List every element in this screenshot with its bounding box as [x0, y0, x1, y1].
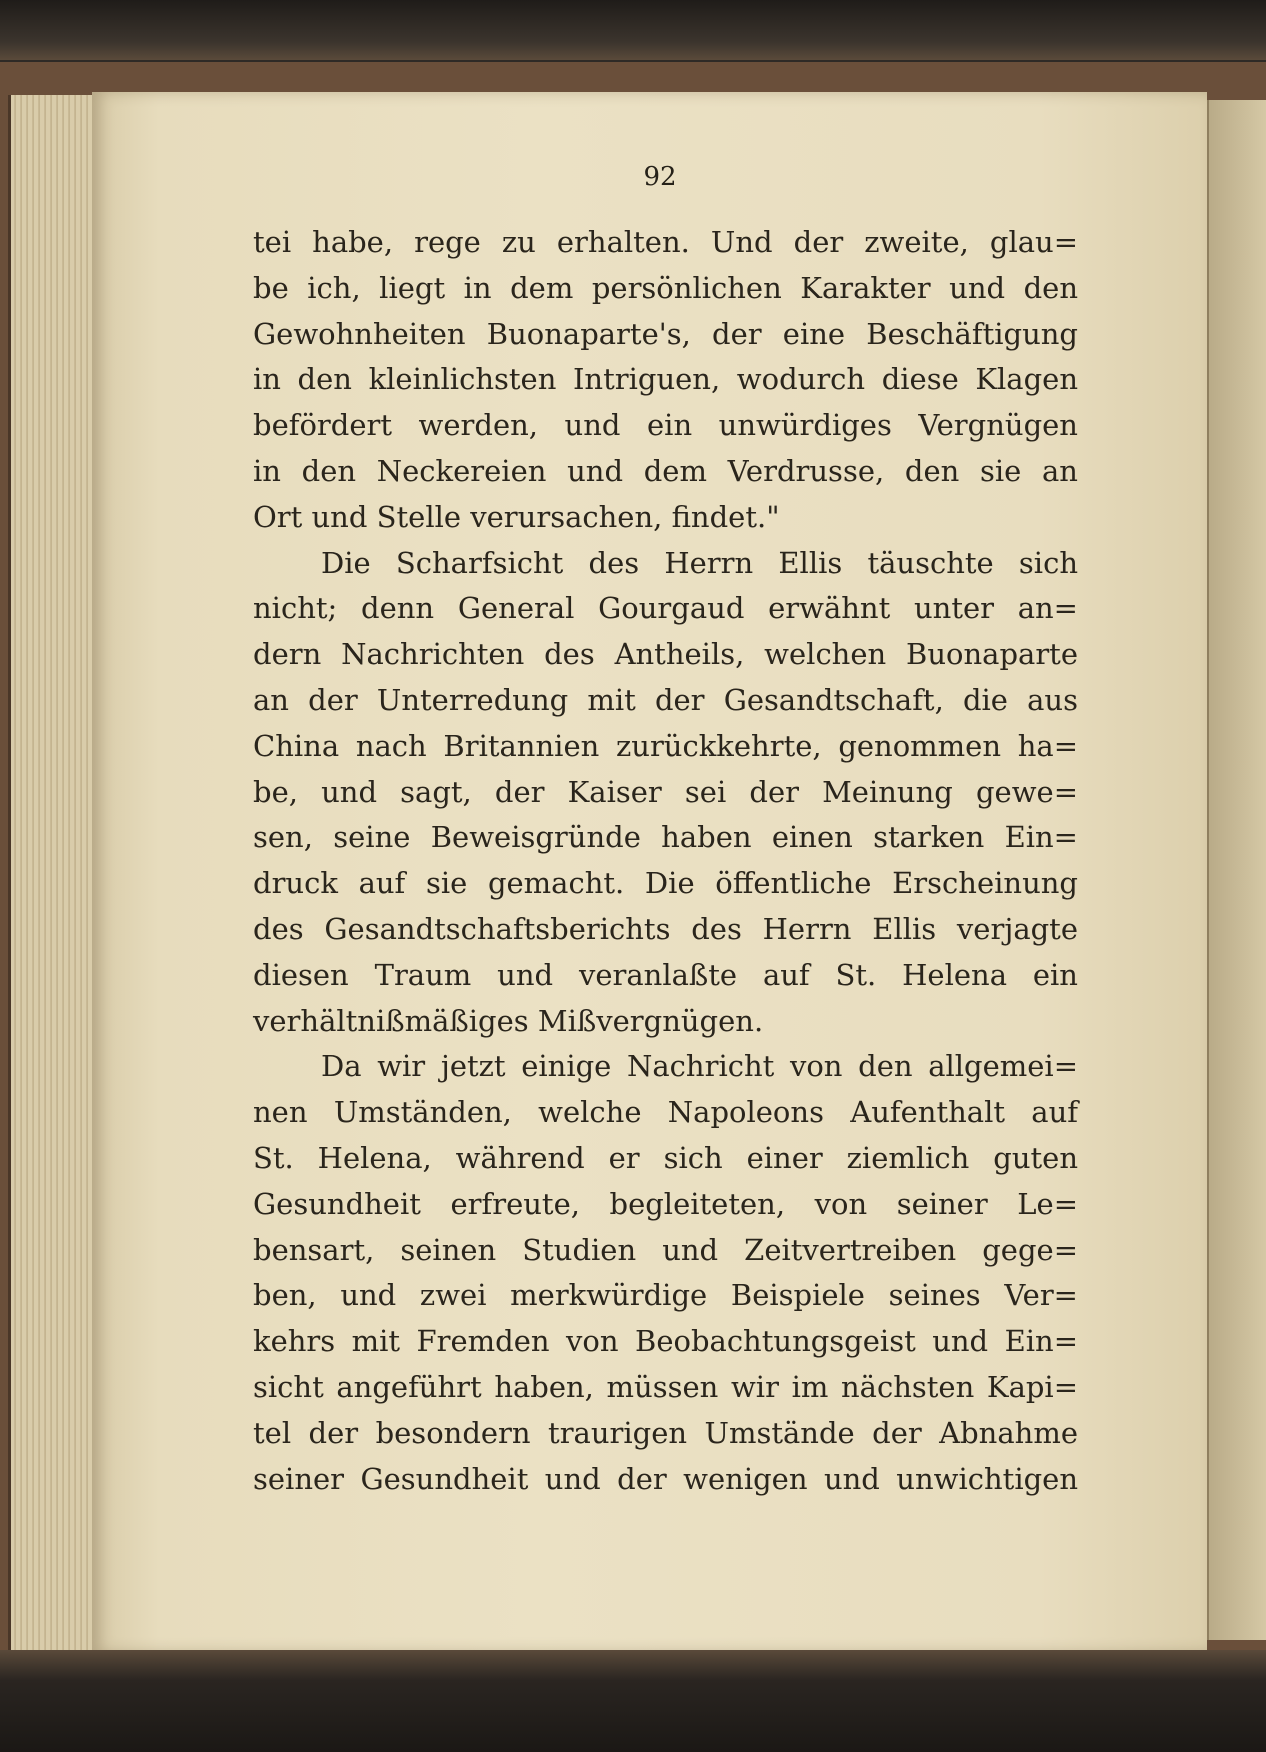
page-edges [8, 95, 103, 1655]
text-line: in den kleinlichsten Intriguen, wodurch diese Klagen [253, 362, 1078, 397]
paragraph-start: Die Scharfsicht des Herrn Ellis täuschte sich [321, 545, 1078, 580]
text-line: ben, und zwei merkwürdige Beispiele seines Ver= [253, 1278, 1078, 1313]
text-line: in den Neckereien und dem Verdrusse, den sie an [253, 453, 1078, 488]
text-line: nicht; denn General Gourgaud erwähnt unter an= [253, 591, 1078, 626]
scan-background-bottom [0, 1650, 1266, 1752]
text-line: sicht angeführt haben, müssen wir im nächsten Kapi= [253, 1369, 1078, 1404]
text-line: Gewohnheiten Buonaparte's, der eine Beschäftigung [253, 316, 1078, 351]
text-line: diesen Traum und veranlaßte auf St. Helena ein [253, 957, 1078, 992]
text-line: tel der besondern traurigen Umstände der Abnahme [253, 1415, 1078, 1450]
body-text [253, 220, 1078, 1502]
text-line: be ich, liegt in dem persönlichen Karakter und den [253, 270, 1078, 305]
text-line: sen, seine Beweisgründe haben einen starken Ein= [253, 820, 1078, 855]
text-line: kehrs mit Fremden von Beobachtungsgeist und Ein= [253, 1324, 1078, 1359]
text-line: tei habe, rege zu erhalten. Und der zweite, glau= [253, 225, 1078, 259]
next-page-edge [1207, 100, 1266, 1640]
text-line: be, und sagt, der Kaiser sei der Meinung gewe= [253, 774, 1078, 809]
text-line: Ort und Stelle verursachen, findet." [253, 499, 780, 534]
text-line: bensart, seinen Studien und Zeitvertreiben gege= [253, 1232, 1078, 1267]
text-line: seiner Gesundheit und der wenigen und unwichtigen [253, 1461, 1078, 1496]
text-line: verhältnißmäßiges Mißvergnügen. [253, 1003, 764, 1038]
text-line: an der Unterredung mit der Gesandtschaft, die aus [253, 682, 1078, 717]
page-number: 92 [643, 162, 677, 192]
text-line: druck auf sie gemacht. Die öffentliche Erscheinung [253, 866, 1078, 901]
text-line: China nach Britannien zurückkehrte, genommen ha= [253, 728, 1078, 763]
text-line: dern Nachrichten des Antheils, welchen Buonaparte [253, 637, 1078, 672]
paragraph-start: Da wir jetzt einige Nachricht von den allgemei= [321, 1049, 1078, 1084]
text-line: nen Umständen, welche Napoleons Aufenthalt auf [253, 1095, 1078, 1130]
text-line: Gesundheit erfreute, begleiteten, von seiner Le= [253, 1186, 1078, 1221]
text-line: des Gesandtschaftsberichts des Herrn Ellis verjagte [253, 911, 1078, 946]
text-line: befördert werden, und ein unwürdiges Vergnügen [253, 408, 1078, 443]
text-line: St. Helena, während er sich einer ziemlich guten [253, 1140, 1078, 1175]
scan-background-top [0, 0, 1266, 60]
